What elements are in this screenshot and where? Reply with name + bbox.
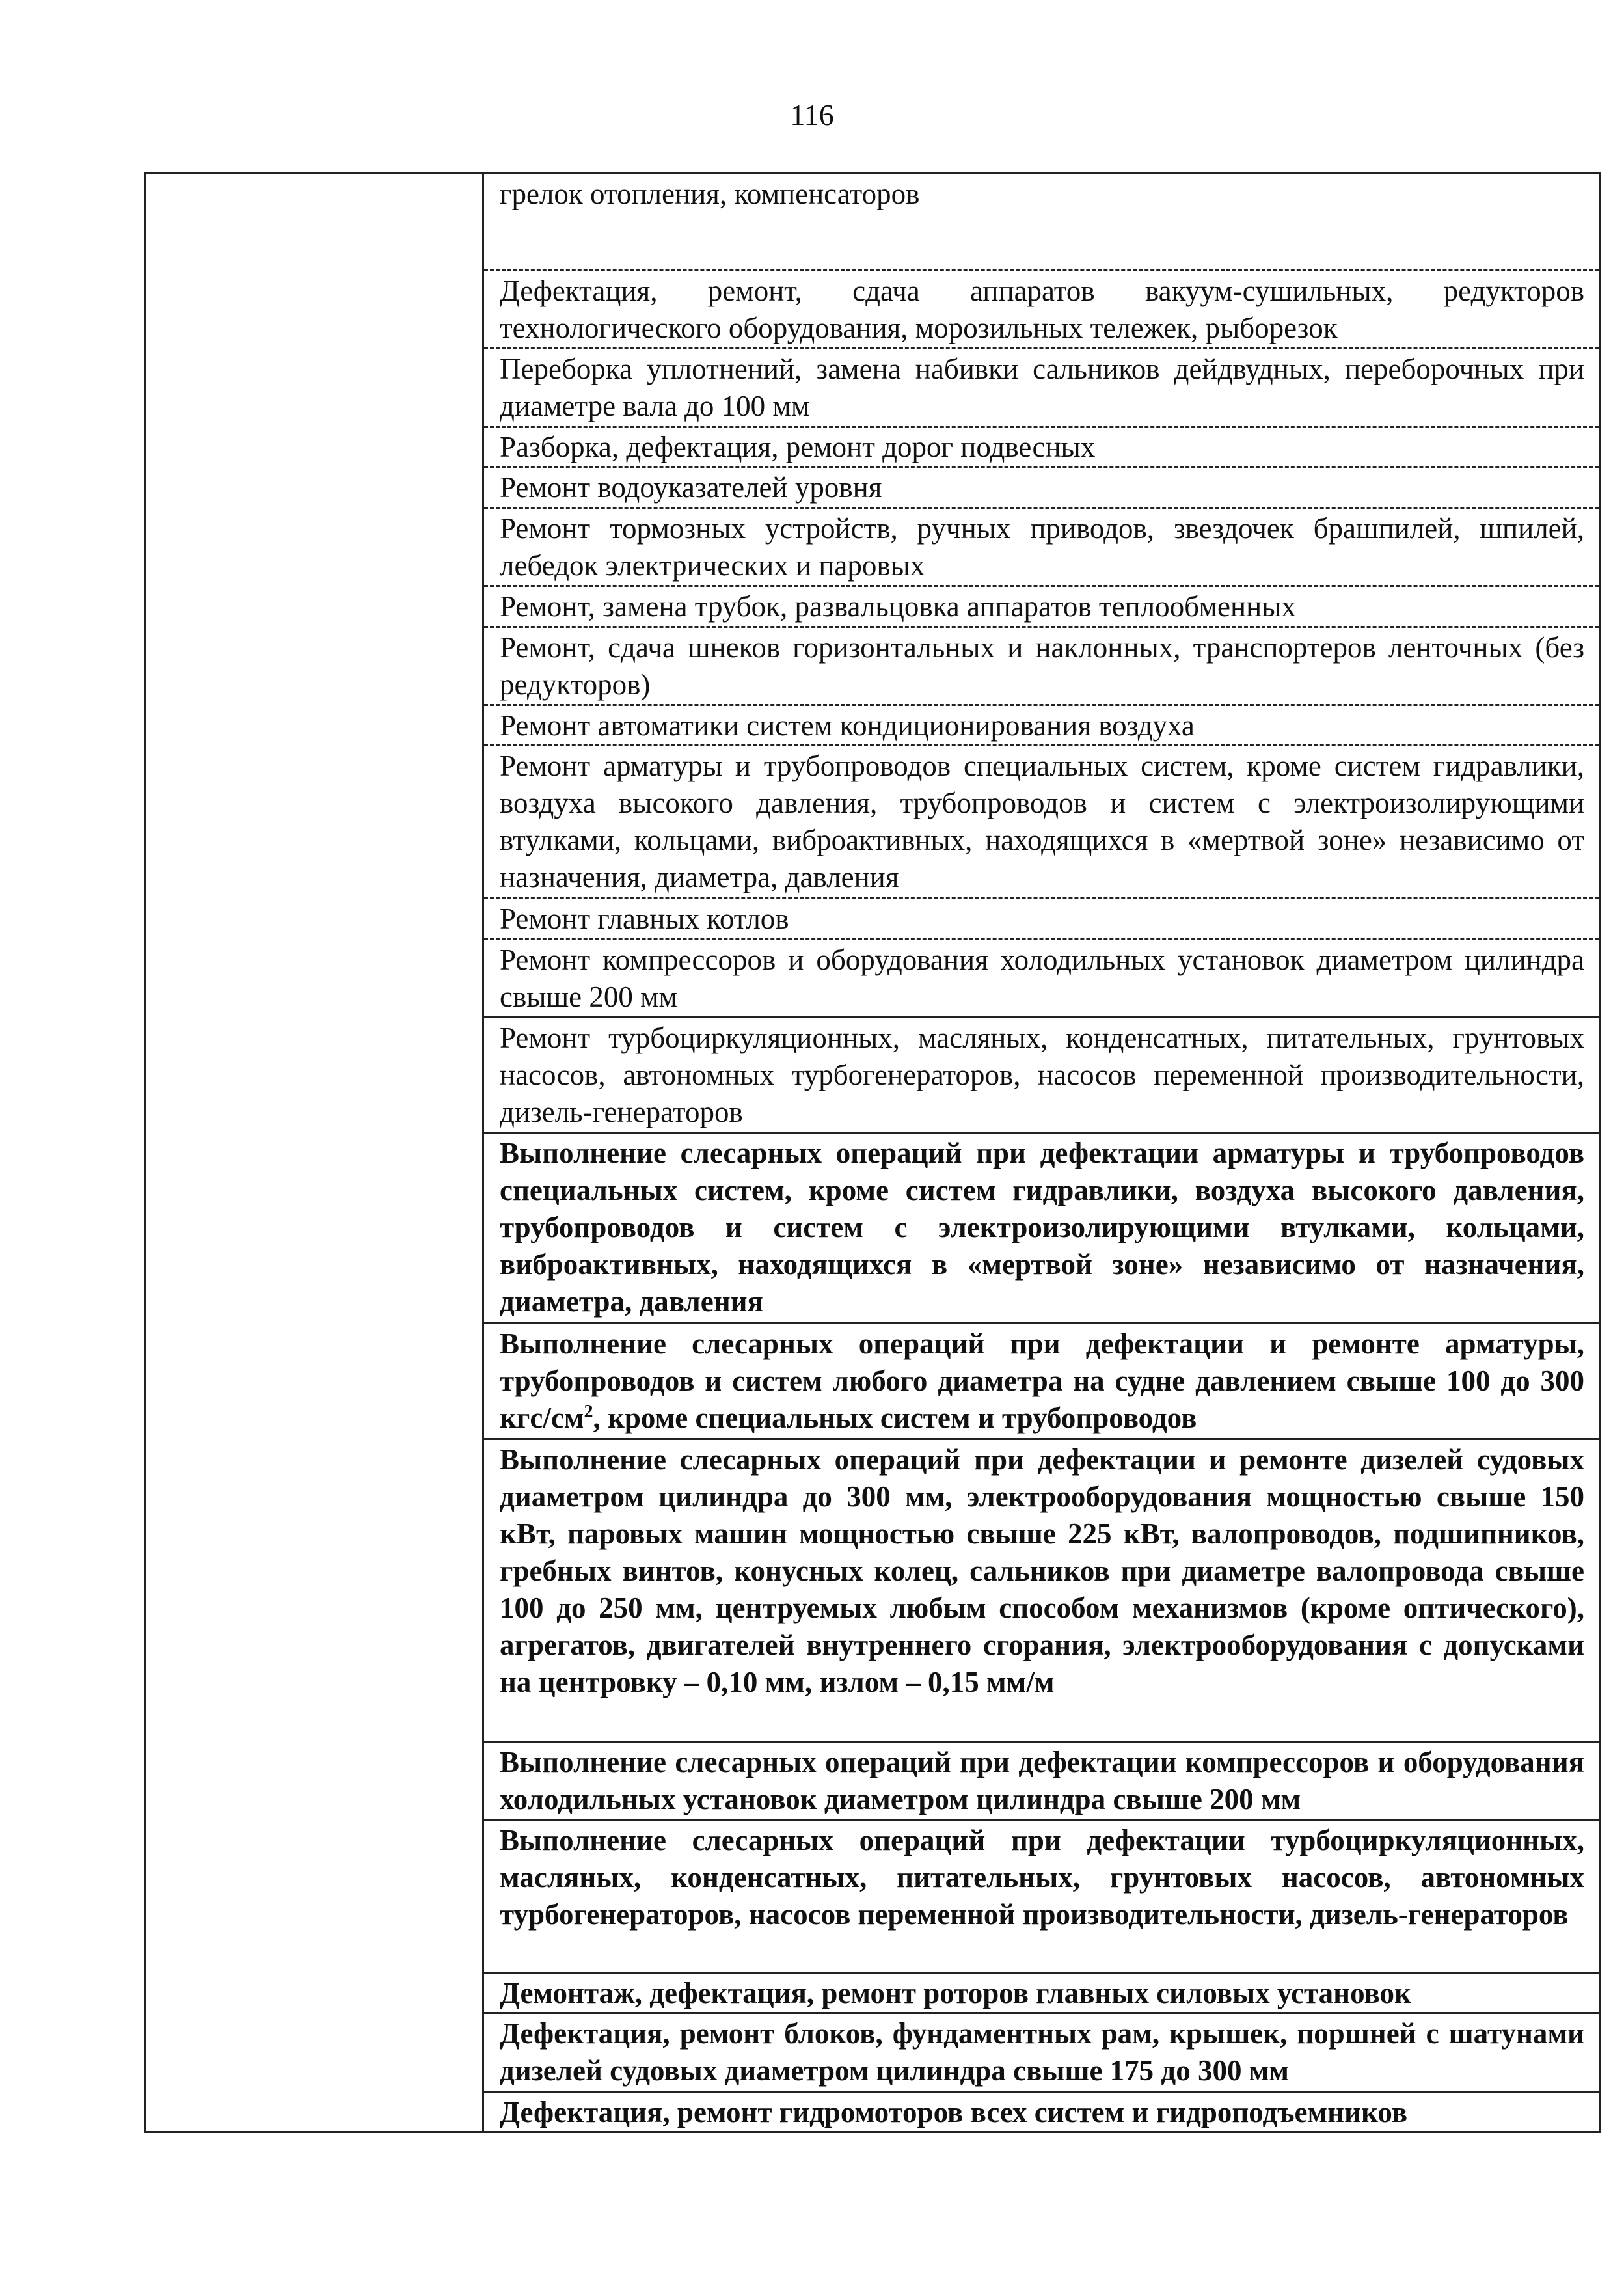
row-text: Ремонт тормозных устройств, ручных приводов, звездочек брашпилей, шпилей, лебедок электрических и паровых <box>500 511 1584 582</box>
row-text: Переборка уплотнений, замена набивки сальников дейдвудных, переборочных при диаметре вала до 100 мм <box>500 352 1584 422</box>
table-row <box>484 349 1599 428</box>
row-text: Выполнение слесарных операций при дефектации арматуры и трубопроводов специальных систем, кроме систем гидравлики, воздуха высокого давления, трубопроводов и систем с электроизолирующими втулками, кольцами, виброактивных, находящихся в «мертвой зоне» независимо от назначения, диаметра, давления <box>500 1137 1584 1318</box>
table-row <box>484 587 1599 628</box>
page-number: 116 <box>790 98 834 131</box>
row-text: Выполнение слесарных операций при дефектации и ремонте арматуры, трубопроводов и систем любого диаметра на судне давлением свыше 100 до 300 кгс/см <box>500 1327 1584 1434</box>
row-text: Ремонт компрессоров и оборудования холодильных установок диаметром цилиндра свыше 200 мм <box>500 943 1584 1013</box>
row-text-tail: , кроме специальных систем и трубопроводов <box>593 1402 1197 1434</box>
row-text: Ремонт водоуказателей уровня <box>500 471 882 504</box>
row-text: Ремонт главных котлов <box>500 903 789 936</box>
table-row <box>484 1821 1599 1974</box>
table-row <box>484 746 1599 899</box>
row-text: Демонтаж, дефектация, ремонт роторов главных силовых установок <box>500 1976 1411 2009</box>
row-text: Дефектация, ремонт блоков, фундаментных рам, крышек, поршней с шатунами дизелей судовых диаметром цилиндра свыше 175 до 300 мм <box>500 2017 1584 2087</box>
table-row <box>484 1440 1599 1743</box>
row-text: Ремонт турбоциркуляционных, масляных, конденсатных, питательных, грунтовых насосов, автономных турбогенераторов, насосов переменной производительности, дизель-генераторов <box>500 1021 1584 1128</box>
row-superscript: 2 <box>584 1402 593 1422</box>
row-text: Ремонт автоматики систем кондиционирования воздуха <box>500 709 1195 742</box>
table-row <box>484 468 1599 509</box>
table-row <box>484 628 1599 706</box>
table-row <box>484 899 1599 940</box>
row-text: Выполнение слесарных операций при дефектации компрессоров и оборудования холодильных установок диаметром цилиндра свыше 200 мм <box>500 1745 1584 1815</box>
table-row <box>484 428 1599 469</box>
left-column <box>146 174 483 2132</box>
table-row <box>484 509 1599 587</box>
row-list <box>484 174 1599 2131</box>
table-row <box>484 1974 1599 2015</box>
table-row <box>484 271 1599 349</box>
row-text: Ремонт арматуры и трубопроводов специальных систем, кроме систем гидравлики, воздуха высокого давления, трубопроводов и систем с электроизолирующими втулками, кольцами, виброактивных, находящихся в «мертвой зоне» независимо от назначения, диаметра, давления <box>500 750 1584 894</box>
row-text: Разборка, дефектация, ремонт дорог подвесных <box>500 430 1096 463</box>
row-text: Дефектация, ремонт, сдача аппаратов вакуум-сушильных, редукторов технологического оборудования, морозильных тележек, рыборезок <box>500 274 1584 344</box>
row-text: Ремонт, замена трубок, развальцовка аппаратов теплообменных <box>500 590 1296 623</box>
table-row <box>484 940 1599 1018</box>
table-row <box>484 1324 1599 1440</box>
table-row <box>484 2093 1599 2132</box>
row-text: Выполнение слесарных операций при дефектации турбоциркуляционных, масляных, конденсатных, питательных, грунтовых насосов, автономных турбогенераторов, насосов переменной производительности, дизель-генераторов <box>500 1823 1584 1931</box>
row-text: Дефектация, ремонт гидромоторов всех систем и гидроподъемников <box>500 2095 1407 2128</box>
right-column <box>483 174 1600 2132</box>
row-text: грелок отопления, компенсаторов <box>500 178 920 210</box>
row-text: Выполнение слесарных операций при дефектации и ремонте дизелей судовых диаметром цилиндра до 300 мм, электрооборудования мощностью свыше 150 кВт, паровых машин мощностью свыше 225 кВт, валопроводов, подшипников, гребных винтов, конусных колец, сальников при диаметре валопровода свыше 100 до 250 мм, центруемых любым способом механизмов (кроме оптического), агрегатов, двигателей внутреннего сгорания, электрооборудования с допусками на центровку – 0,10 мм, излом – 0,15 мм/м <box>500 1443 1584 1698</box>
table-row <box>484 174 1599 271</box>
table-row <box>484 2014 1599 2092</box>
table-row <box>484 1743 1599 1821</box>
document-table <box>144 172 1601 2133</box>
table-row <box>484 1134 1599 1324</box>
table-row <box>484 706 1599 747</box>
row-text: Ремонт, сдача шнеков горизонтальных и наклонных, транспортеров ленточных (без редукторов) <box>500 631 1584 701</box>
table-row <box>484 1018 1599 1134</box>
